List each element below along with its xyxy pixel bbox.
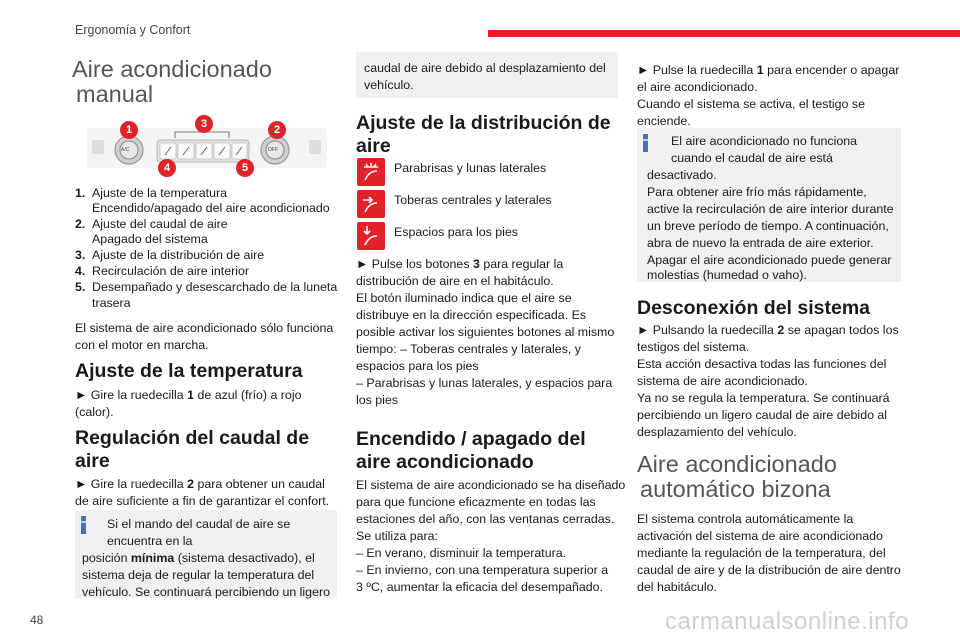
desc-line-7: desplazamiento del vehículo. bbox=[637, 425, 797, 439]
footer-watermark: carmanualsonline.info bbox=[665, 608, 909, 635]
heading-desconexion: Desconexión del sistema bbox=[637, 297, 871, 319]
enc-line-3: estaciones del año, con las ventanas cerradas. bbox=[356, 512, 615, 526]
heading-caudal-line1: Regulación del caudal de bbox=[75, 427, 310, 449]
dist-line-4: distribuye en la dirección especificada. Es bbox=[356, 308, 587, 322]
temp-line-2: (calor). bbox=[75, 405, 114, 419]
info-icon bbox=[643, 134, 648, 152]
bizona-line-3: mediante la regulación de la temperatura, del bbox=[637, 546, 886, 560]
heading-ajuste-temperatura: Ajuste de la temperatura bbox=[75, 360, 303, 382]
onoff-line-1: ► Pulse la ruedecilla 1 para encender o apagar bbox=[637, 63, 900, 77]
info-text: abra de nuevo la entrada de aire exterior. bbox=[647, 236, 874, 250]
section-title-manual-line2: manual bbox=[76, 81, 154, 107]
dist-line-6: tiempo: – Toberas centrales y laterales, y bbox=[356, 342, 581, 356]
temp-line-1: ► Gire la ruedecilla 1 de azul (frío) a rojo bbox=[75, 388, 302, 402]
desc-line-3: Esta acción desactiva todas las funciones del bbox=[637, 357, 887, 371]
desc-line-4: sistema de aire acondicionado. bbox=[637, 374, 808, 388]
bizona-line-4: caudal de aire y de la distribución de aire dentro bbox=[637, 563, 901, 577]
heading-distribucion-line2: aire bbox=[356, 135, 391, 157]
section-title-bizona-line1: Aire acondicionado bbox=[637, 451, 837, 477]
info-text: El aire acondicionado no funciona bbox=[671, 134, 857, 148]
info-box-ac bbox=[637, 128, 901, 282]
diagram-legend-list: 1. Ajuste de la temperatura Encendido/apagado del aire acondicionado 2. Ajuste del caudal de aire Apagado del sistema 3. Ajuste de la distribución de aire 4. Recirculación de aire interior 5. Desempañado y desescarchado de la luneta trasera bbox=[75, 186, 338, 310]
dist-line-5: posible activar los siguientes botones al mismo bbox=[356, 325, 615, 339]
desc-line-6: percibiendo un ligero caudal de aire debido al bbox=[637, 408, 888, 422]
icon-label-toberas: Toberas centrales y laterales bbox=[394, 193, 552, 207]
info-text: molestias (humedad o vaho). bbox=[647, 268, 807, 282]
dist-line-3: El botón iluminado indica que el aire se bbox=[356, 291, 572, 305]
diagram-badge-5: 5 bbox=[236, 159, 254, 177]
section-title-manual-line1: Aire acondicionado bbox=[72, 56, 272, 82]
info-text: sistema deja de regular la temperatura del bbox=[82, 568, 315, 582]
section-title-bizona-line2: automático bizona bbox=[640, 476, 831, 502]
enc-line-5: – En verano, disminuir la temperatura. bbox=[356, 546, 567, 560]
onoff-line-3: Cuando el sistema se activa, el testigo se bbox=[637, 97, 865, 111]
footwell-icon bbox=[357, 222, 385, 250]
dist-line-2: distribución de aire en el habitáculo. bbox=[356, 274, 554, 288]
page-number: 48 bbox=[30, 613, 44, 627]
windshield-icon bbox=[357, 158, 385, 186]
enc-line-7: 3 ºC, aumentar la eficacia del desempañado. bbox=[356, 580, 603, 594]
header-accent-bar bbox=[488, 30, 960, 37]
icon-label-parabrisas: Parabrisas y lunas laterales bbox=[394, 161, 547, 175]
info-text: Para obtener aire frío más rápidamente, bbox=[647, 185, 867, 199]
diagram-badge-2: 2 bbox=[268, 121, 286, 139]
onoff-line-4: enciende. bbox=[637, 114, 691, 128]
info-text: encuentra en la bbox=[107, 534, 193, 548]
onoff-line-2: el aire acondicionado. bbox=[637, 80, 758, 94]
info-text: posición mínima (sistema desactivado), el bbox=[82, 551, 315, 565]
desc-line-1: ► Pulsando la ruedecilla 2 se apagan todos los bbox=[637, 323, 899, 337]
running-header: Ergonomía y Confort bbox=[75, 23, 191, 37]
center-vents-icon bbox=[357, 190, 385, 218]
enc-line-6: – En invierno, con una temperatura superior a bbox=[356, 563, 609, 577]
knob-off-label: OFF bbox=[268, 147, 278, 153]
dist-line-9: los pies bbox=[356, 393, 399, 407]
desc-line-2: testigos del sistema. bbox=[637, 340, 750, 354]
info-text: active la recirculación de aire interior durante bbox=[647, 202, 894, 216]
info-text: vehículo. bbox=[364, 78, 414, 92]
desc-line-5: Ya no se regula la temperatura. Se continuará bbox=[637, 391, 890, 405]
info-text: vehículo. Se continuará percibiendo un ligero bbox=[82, 585, 330, 599]
icon-label-pies: Espacios para los pies bbox=[394, 225, 518, 239]
info-box-caudal bbox=[75, 510, 337, 598]
diagram-badge-4: 4 bbox=[158, 159, 176, 177]
dist-line-1: ► Pulse los botones 3 para regular la bbox=[356, 257, 564, 271]
heading-caudal-line2: aire bbox=[75, 450, 110, 472]
bizona-line-1: El sistema controla automáticamente la bbox=[637, 512, 854, 526]
info-box-continued bbox=[356, 52, 618, 98]
bizona-line-2: activación del sistema de aire acondicionado bbox=[637, 529, 883, 543]
info-text: un breve período de tiempo. A continuación, bbox=[647, 219, 889, 233]
info-text: Si el mando del caudal de aire se bbox=[107, 517, 291, 531]
diagram-badge-3: 3 bbox=[195, 115, 213, 133]
info-text: Apagar el aire acondicionado puede generar bbox=[647, 253, 892, 267]
caudal-line-2: de aire suficiente a fin de garantizar el confort. bbox=[75, 494, 330, 508]
heading-encendido-line1: Encendido / apagado del bbox=[356, 428, 586, 450]
dist-line-7: espacios para los pies bbox=[356, 359, 479, 373]
info-icon bbox=[81, 516, 86, 534]
enc-line-2: para que funcione eficazmente en todas las bbox=[356, 495, 596, 509]
info-text: caudal de aire debido al desplazamiento del bbox=[364, 61, 606, 75]
caudal-line-1: ► Gire la ruedecilla 2 para obtener un caudal bbox=[75, 477, 325, 491]
intro-line-2: con el motor en marcha. bbox=[75, 338, 209, 352]
diagram-badge-1: 1 bbox=[120, 121, 138, 139]
bizona-line-5: del habitáculo. bbox=[637, 580, 717, 594]
intro-line-1: El sistema de aire acondicionado sólo funciona bbox=[75, 321, 334, 335]
knob-ac-label: A/C bbox=[121, 147, 130, 153]
info-text: cuando el caudal de aire está bbox=[671, 151, 833, 165]
enc-line-4: Se utiliza para: bbox=[356, 529, 438, 543]
heading-encendido-line2: aire acondicionado bbox=[356, 451, 534, 473]
enc-line-1: El sistema de aire acondicionado se ha diseñado bbox=[356, 478, 626, 492]
info-text: desactivado. bbox=[647, 168, 717, 182]
dist-line-8: – Parabrisas y lunas laterales, y espacios para bbox=[356, 376, 613, 390]
heading-distribucion-line1: Ajuste de la distribución de bbox=[356, 112, 611, 134]
